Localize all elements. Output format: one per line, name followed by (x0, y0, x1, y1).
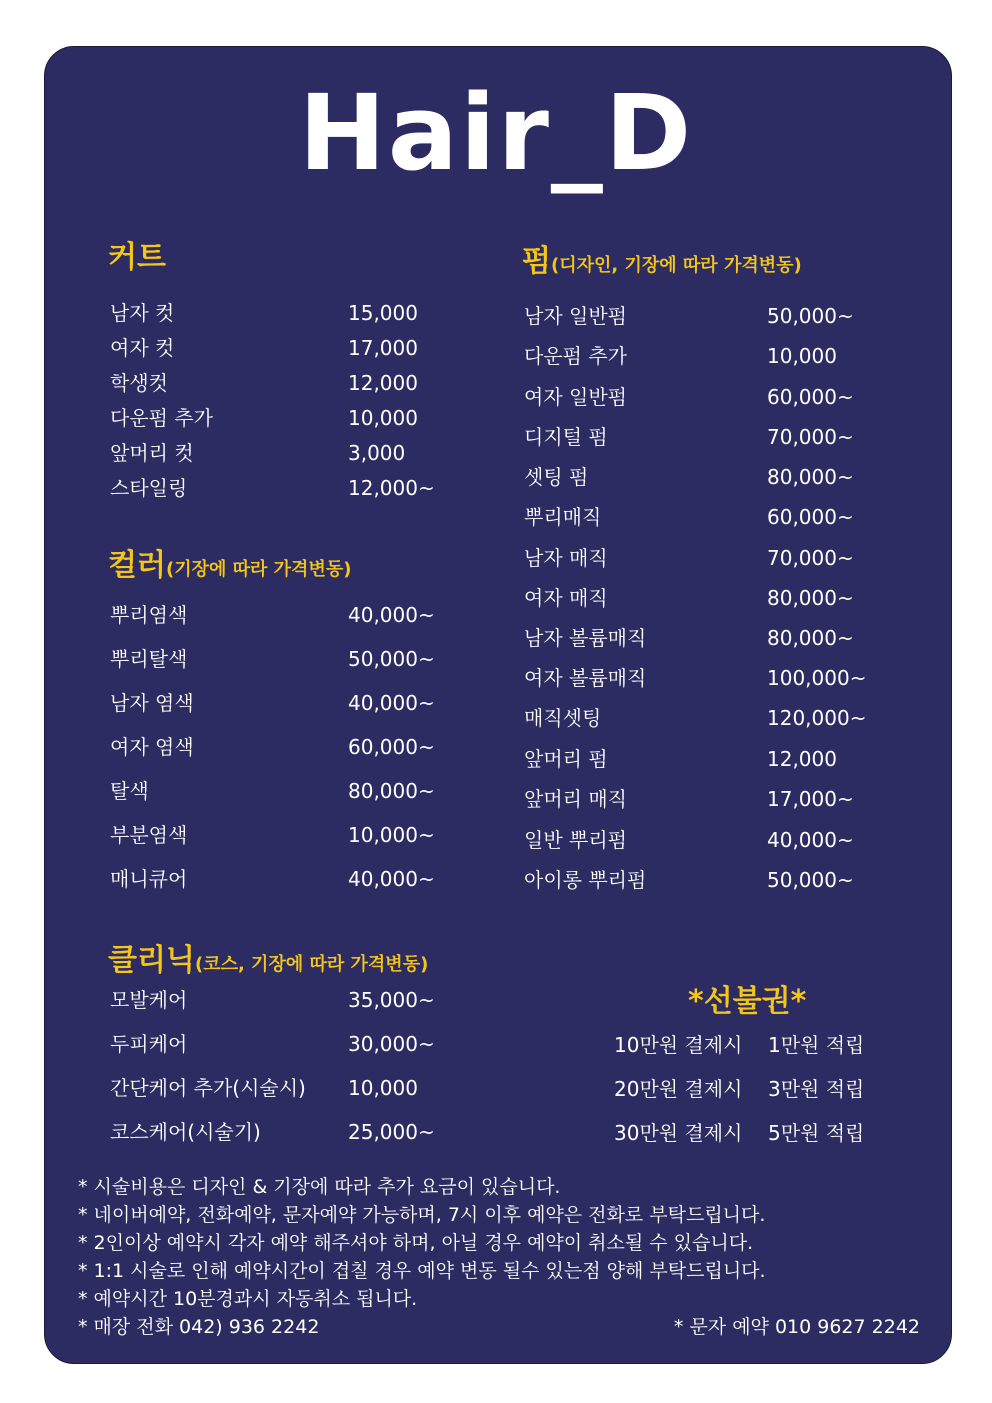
item-price: 80,000~ (767, 626, 854, 650)
item-name: 여자 볼륨매직 (524, 666, 647, 690)
item-price: 12,000 (348, 371, 418, 395)
item-name: 셋팅 펌 (524, 465, 589, 489)
item-price: 12,000 (767, 747, 837, 771)
item-price: 12,000~ (348, 476, 435, 500)
note-line: * 1:1 시술로 인해 예약시간이 겹칠 경우 예약 변동 될수 있는점 양해 부탁드립니다. (78, 1260, 766, 1282)
item-name: 두피케어 (110, 1032, 188, 1056)
item-name: 탈색 (110, 779, 149, 803)
store-phone: * 매장 전화 042) 936 2242 (78, 1316, 320, 1338)
clinic-heading (108, 943, 428, 983)
cut-heading (108, 240, 166, 276)
note-line: * 네이버예약, 전화예약, 문자예약 가능하며, 7시 이후 예약은 전화로 부탁드립니다. (78, 1204, 766, 1226)
item-price: 120,000~ (767, 706, 867, 730)
item-name: 다운펌 추가 (110, 406, 213, 430)
color-heading-label: 컬러 (108, 548, 166, 583)
item-name: 여자 매직 (524, 586, 608, 610)
item-name: 여자 염색 (110, 735, 194, 759)
item-name: 앞머리 매직 (524, 787, 627, 811)
item-price: 60,000~ (767, 505, 854, 529)
item-price: 100,000~ (767, 666, 867, 690)
item-price: 80,000~ (767, 465, 854, 489)
item-price: 70,000~ (767, 546, 854, 570)
item-price: 3,000 (348, 441, 406, 465)
item-price: 30,000~ (348, 1032, 435, 1056)
item-name: 다운펌 추가 (524, 344, 627, 368)
perm-heading-note: (디자인, 기장에 따라 가격변동) (550, 255, 802, 276)
item-price: 50,000~ (348, 647, 435, 671)
item-name: 코스케어(시술기) (110, 1120, 261, 1144)
item-price: 40,000~ (348, 691, 435, 715)
item-name: 스타일링 (110, 476, 188, 500)
item-price: 35,000~ (348, 988, 435, 1012)
item-name: 부분염색 (110, 823, 188, 847)
note-line: * 2인이상 예약시 각자 예약 해주셔야 하며, 아닐 경우 예약이 취소될 수 있습니다. (78, 1232, 754, 1254)
item-name: 모발케어 (110, 988, 188, 1012)
notes (78, 1173, 766, 1341)
item-name: 학생컷 (110, 371, 168, 395)
item-price: 10,000~ (348, 823, 435, 847)
item-price: 50,000~ (767, 868, 854, 892)
item-price: 40,000~ (767, 828, 854, 852)
sms-reservation: * 문자 예약 010 9627 2242 (673, 1316, 920, 1338)
item-price: 17,000 (348, 336, 418, 360)
item-name: 뿌리탈색 (110, 647, 188, 671)
salon-title: Hair_D (298, 72, 694, 194)
color-heading (108, 548, 351, 588)
note-line: * 시술비용은 디자인 & 기장에 따라 추가 요금이 있습니다. (78, 1176, 561, 1198)
item-price: 40,000~ (348, 867, 435, 891)
cut-heading-label: 커트 (108, 240, 166, 275)
item-name: 남자 염색 (110, 691, 194, 715)
perm-heading-label: 펌 (522, 244, 551, 279)
item-price: 10,000 (348, 1076, 418, 1100)
item-price: 50,000~ (767, 304, 854, 328)
item-name: 뿌리염색 (110, 603, 188, 627)
item-price: 40,000~ (348, 603, 435, 627)
item-price: 10,000 (767, 344, 837, 368)
item-price: 10,000 (348, 406, 418, 430)
item-name: 매니큐어 (110, 867, 188, 891)
perm-heading (522, 244, 802, 284)
clinic-heading-note: (코스, 기장에 따라 가격변동) (194, 954, 429, 975)
color-heading-note: (기장에 따라 가격변동) (165, 559, 352, 580)
item-name: 일반 뿌리펌 (524, 828, 627, 852)
item-price: 60,000~ (767, 385, 854, 409)
item-name: 간단케어 추가(시술시) (110, 1076, 306, 1100)
item-name: 앞머리 컷 (110, 441, 194, 465)
item-price: 80,000~ (348, 779, 435, 803)
prepaid-reward: 3만원 적립 (768, 1077, 865, 1101)
item-name: 아이롱 뿌리펌 (524, 868, 647, 892)
clinic-heading-label: 클리닉 (108, 943, 195, 978)
item-price: 25,000~ (348, 1120, 435, 1144)
item-name: 앞머리 펌 (524, 747, 608, 771)
note-line: * 예약시간 10분경과시 자동취소 됩니다. (78, 1288, 418, 1310)
item-name: 여자 컷 (110, 336, 175, 360)
item-price: 70,000~ (767, 425, 854, 449)
item-price: 15,000 (348, 301, 418, 325)
item-name: 매직셋팅 (524, 706, 602, 730)
prepaid-reward: 1만원 적립 (768, 1033, 865, 1057)
prepaid-heading: *선불권* (688, 984, 807, 1019)
item-price: 60,000~ (348, 735, 435, 759)
prepaid-pay: 30만원 결제시 (614, 1121, 743, 1145)
item-name: 남자 컷 (110, 301, 175, 325)
item-name: 남자 볼륨매직 (524, 626, 647, 650)
item-price: 80,000~ (767, 586, 854, 610)
prepaid-reward: 5만원 적립 (768, 1121, 865, 1145)
item-name: 여자 일반펌 (524, 385, 627, 409)
item-name: 뿌리매직 (524, 505, 602, 529)
item-name: 디지털 펌 (524, 425, 608, 449)
prepaid-pay: 20만원 결제시 (614, 1077, 743, 1101)
prepaid-pay: 10만원 결제시 (614, 1033, 743, 1057)
item-price: 17,000~ (767, 787, 854, 811)
item-name: 남자 매직 (524, 546, 608, 570)
item-name: 남자 일반펌 (524, 304, 627, 328)
